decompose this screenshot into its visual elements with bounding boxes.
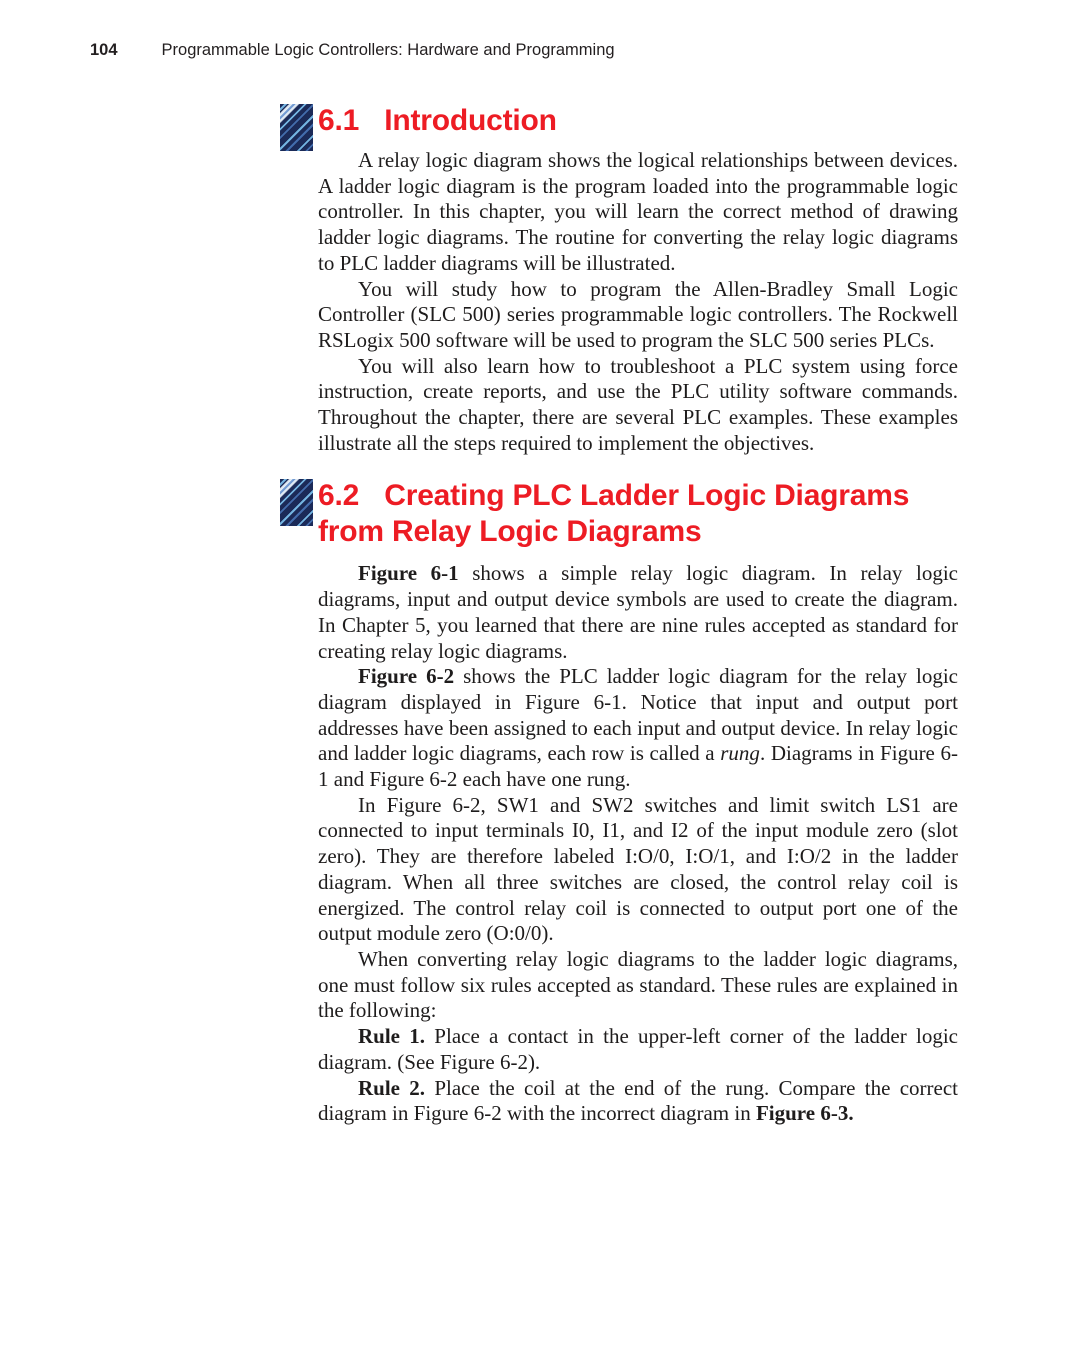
text-run: Place a contact in the upper-left corner of the ladder logic diagram. (See Figure 6-2). bbox=[318, 1024, 959, 1074]
paragraph bbox=[318, 793, 958, 947]
paragraph bbox=[318, 664, 958, 793]
text-run: . Diagrams in Figure 6-1 and Figure 6-2 each have one rung. bbox=[318, 741, 958, 792]
section-6-2-heading bbox=[318, 478, 958, 550]
bold-text: Rule 1. bbox=[358, 1024, 426, 1049]
italic-text: rung bbox=[720, 741, 760, 766]
section-title: Introduction bbox=[384, 104, 557, 137]
section-6-1-body bbox=[318, 148, 958, 456]
running-header bbox=[90, 41, 615, 60]
paragraph bbox=[318, 354, 958, 457]
text-run: A relay logic diagram shows the logical relationships between devices. A ladder logic diagram is the program loaded into the programmable logic controller. In this chapter, you will learn the correct method of drawing ladder logic diagrams. The routine for converting the relay logic diagrams to PLC ladder diagrams will be illustrated. bbox=[318, 148, 958, 275]
running-title: Programmable Logic Controllers: Hardware and Programming bbox=[161, 41, 615, 59]
paragraph bbox=[318, 947, 958, 1024]
text-run: When converting relay logic diagrams to the ladder logic diagrams, one must follow six rules accepted as standard. These rules are explained in the following: bbox=[318, 946, 958, 1023]
section-6-2-body bbox=[318, 561, 958, 1126]
text-run: You will also learn how to troubleshoot a PLC system using force instruction, create reports, and use the PLC utility software commands. Throughout the chapter, there are several PLC examples. These examples illustrate all the steps required to implement the objectives. bbox=[318, 353, 958, 455]
paragraph bbox=[318, 277, 958, 354]
text-run: In Figure 6-2, SW1 and SW2 switches and limit switch LS1 are connected to input terminals I0, I1, and I2 of the input module zero (slot zero). They are therefore labeled I:O/0, I:O/1, and I:O/2 in the ladder diagram. When all three switches are closed, the control relay coil is energized. The control relay coil is connected to output port one of the output module zero (O:0/0). bbox=[318, 792, 958, 946]
section-title: Creating PLC Ladder Logic Diagrams from Relay Logic Diagrams bbox=[318, 479, 910, 549]
section-6-2 bbox=[318, 478, 958, 1126]
section-number: 6.1 bbox=[318, 104, 360, 137]
circuit-board-icon bbox=[280, 104, 313, 151]
text-run: You will study how to program the Allen-Bradley Small Logic Controller (SLC 500) series programmable logic controllers. The Rockwell RSLogix 500 software will be used to program the SLC 500 series PLCs. bbox=[318, 276, 958, 352]
circuit-board-icon bbox=[280, 479, 313, 526]
paragraph bbox=[318, 1024, 958, 1075]
section-number: 6.2 bbox=[318, 479, 360, 513]
text-run: Place the coil at the end of the rung. Compare the correct diagram in Figure 6-2 with the incorrect diagram in bbox=[318, 1075, 959, 1126]
bold-text: Figure 6-3. bbox=[755, 1101, 854, 1126]
bold-text: Figure 6-1 bbox=[358, 561, 459, 586]
bold-text: Rule 2. bbox=[358, 1075, 426, 1100]
paragraph bbox=[318, 148, 958, 277]
section-6-1 bbox=[318, 103, 958, 456]
text-run: shows the PLC ladder logic diagram for the relay logic diagram displayed in Figure 6-1. Notice that input and output port addresses have been assigned to each input and output device. In relay logic and ladder logic diagrams, each row is called a bbox=[318, 664, 958, 766]
bold-text: Figure 6-2 bbox=[358, 664, 455, 689]
paragraph bbox=[318, 561, 958, 664]
page-content bbox=[318, 103, 958, 1127]
paragraph bbox=[318, 1076, 958, 1127]
text-run: shows a simple relay logic diagram. In relay logic diagrams, input and output device symbols are used to create the diagram. In Chapter 5, you learned that there are nine rules accepted as standard for creating relay logic diagrams. bbox=[318, 561, 958, 663]
page-number: 104 bbox=[90, 41, 118, 59]
section-6-1-heading bbox=[318, 103, 958, 139]
